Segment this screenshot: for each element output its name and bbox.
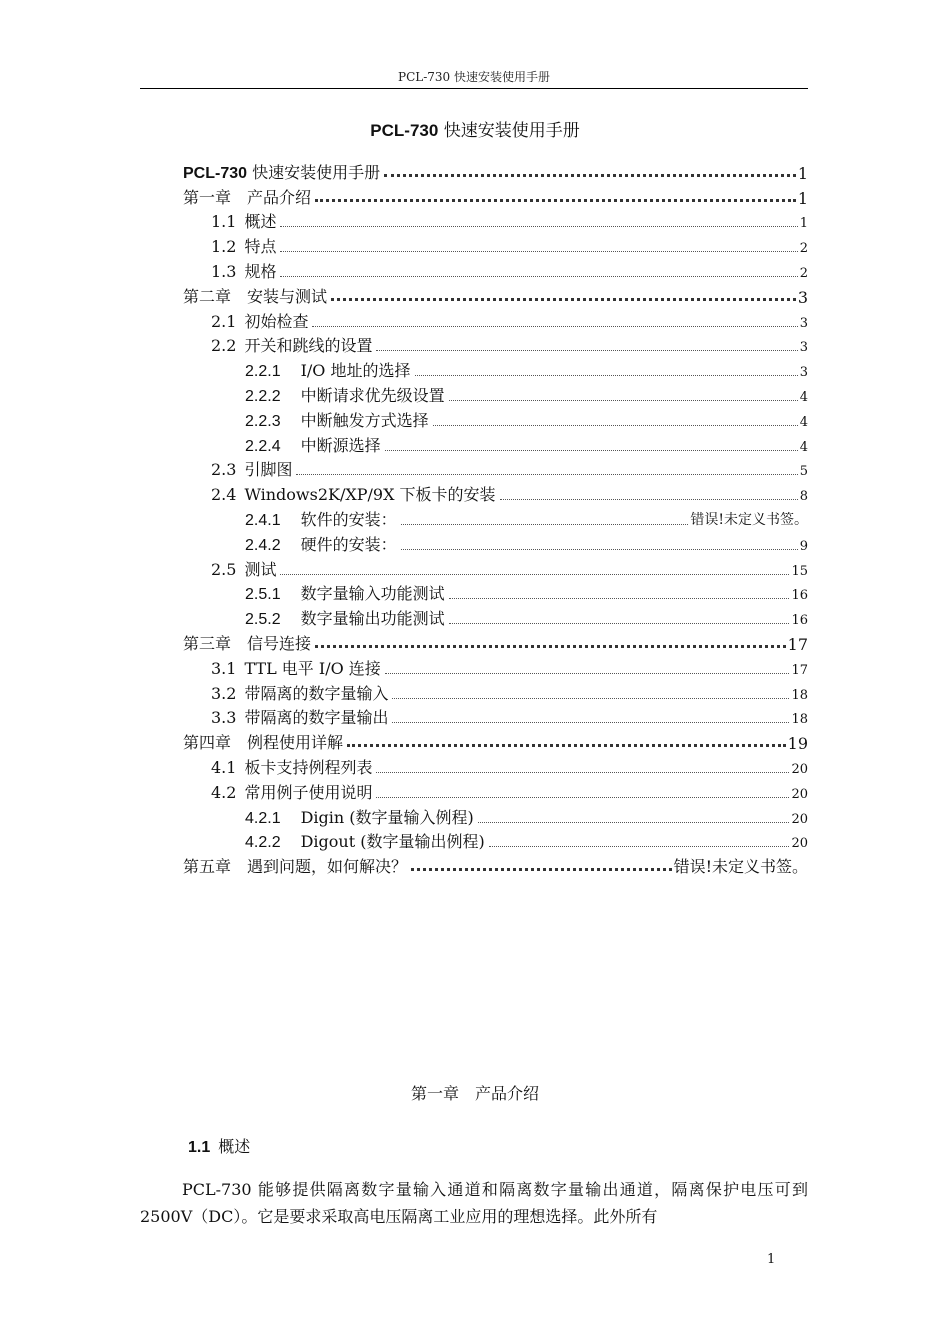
toc-entry-label <box>245 383 447 406</box>
toc-dot-leader <box>280 276 797 277</box>
toc-entry-page: 4 <box>799 439 808 455</box>
toc-dot-leader <box>433 425 798 426</box>
toc-dot-leader <box>449 623 790 624</box>
toc-dot-leader <box>392 698 789 699</box>
toc-entry-title: 数字量输出功能测试 <box>300 609 445 629</box>
toc-entry-label <box>211 780 374 803</box>
toc-entry-number: 2.5.2 <box>245 611 281 629</box>
toc-entry-number: 第五章 <box>183 857 232 877</box>
toc-entry-number: 1.3 <box>211 261 237 281</box>
toc-entry-title: TTL 电平 I/O 连接 <box>244 658 381 678</box>
toc-entry-number: 第一章 <box>183 187 232 207</box>
toc-entry-page: 3 <box>797 287 808 307</box>
toc-entry[interactable] <box>183 555 808 580</box>
toc-entry-label <box>211 705 390 728</box>
toc-entry-title: 带隔离的数字量输入 <box>244 683 389 703</box>
toc-entry-title: 中断源选择 <box>300 435 381 455</box>
toc-dot-leader <box>489 846 790 847</box>
toc-dot-leader <box>315 199 796 202</box>
toc-entry-title: Digout (数字量输出例程) <box>300 832 485 852</box>
toc-entry-page: 8 <box>799 489 808 505</box>
toc-entry-number: 2.4.1 <box>245 511 281 529</box>
toc-entry-page: 18 <box>791 712 808 728</box>
section-heading <box>188 1134 250 1157</box>
toc-entry-label <box>245 805 476 828</box>
toc-entry[interactable] <box>183 406 808 431</box>
toc-entry-label <box>211 482 498 505</box>
toc-entry-title: 初始检查 <box>244 311 309 331</box>
toc-entry-title: 安装与测试 <box>247 286 328 306</box>
toc-entry-title: 概述 <box>244 212 277 232</box>
toc-entry-page: 4 <box>799 389 808 405</box>
toc-entry-title: 产品介绍 <box>247 187 312 207</box>
toc-entry[interactable] <box>183 183 808 208</box>
toc-dot-leader <box>401 549 798 550</box>
toc-entry-number: 2.2.1 <box>245 363 281 381</box>
toc-entry-number: 2.5.1 <box>245 586 281 604</box>
toc-entry-number: 2.5 <box>211 559 237 579</box>
toc-entry-number: 3.2 <box>211 683 237 703</box>
toc-dot-leader <box>401 524 689 525</box>
toc-entry-label <box>183 160 382 183</box>
toc-dot-leader <box>449 400 798 401</box>
toc-dot-leader <box>500 499 798 500</box>
toc-entry-label <box>183 631 313 654</box>
toc-entry-page: 3 <box>799 365 808 381</box>
toc-entry[interactable] <box>183 232 808 257</box>
toc-entry-number: 2.3 <box>211 460 237 480</box>
toc-entry-page: 1 <box>799 216 808 232</box>
toc-entry-title: 遇到问题，如何解决？ <box>247 857 408 877</box>
toc-entry-label <box>183 854 409 877</box>
toc-entry[interactable] <box>183 158 808 183</box>
toc-entry-page: 错误!未定义书签。 <box>673 857 808 877</box>
toc-entry-page: 9 <box>799 538 808 554</box>
toc-entry-page: 2 <box>799 265 808 281</box>
toc-dot-leader <box>384 174 796 177</box>
toc-entry-title: 规格 <box>244 261 277 281</box>
toc-dot-leader <box>478 822 790 823</box>
toc-entry[interactable] <box>183 604 808 629</box>
toc-entry-page: 20 <box>791 836 808 852</box>
toc-entry-label <box>245 829 487 852</box>
toc-entry[interactable] <box>183 679 808 704</box>
toc-entry-title: 快速安装使用手册 <box>247 162 381 182</box>
toc-entry-label <box>211 681 390 704</box>
toc-entry-label <box>211 259 278 282</box>
toc-entry-label <box>211 209 278 232</box>
toc-entry[interactable] <box>183 307 808 332</box>
toc-entry[interactable] <box>183 629 808 654</box>
toc-entry-title: 引脚图 <box>244 460 293 480</box>
table-of-contents <box>183 158 808 877</box>
toc-entry-number: 第二章 <box>183 286 232 306</box>
toc-entry-page: 17 <box>787 634 808 654</box>
toc-dot-leader <box>385 450 798 451</box>
document-title-text: 快速安装使用手册 <box>438 121 580 141</box>
toc-entry[interactable] <box>183 356 808 381</box>
toc-entry-page: 16 <box>791 613 808 629</box>
toc-entry-title: 例程使用详解 <box>247 733 344 753</box>
toc-entry[interactable] <box>183 381 808 406</box>
toc-entry-number: 2.1 <box>211 311 237 331</box>
toc-entry-number: 3.1 <box>211 658 237 678</box>
toc-entry-title: 板卡支持例程列表 <box>244 757 373 777</box>
header-rule <box>140 88 808 89</box>
toc-entry-number: PCL-730 <box>183 164 248 182</box>
toc-entry[interactable] <box>183 431 808 456</box>
toc-entry-title: 中断触发方式选择 <box>300 410 429 430</box>
toc-entry-label <box>211 557 278 580</box>
toc-entry[interactable] <box>183 257 808 282</box>
toc-entry-label <box>183 730 345 753</box>
toc-entry-page: 17 <box>791 662 808 678</box>
toc-entry[interactable] <box>183 530 808 555</box>
toc-entry[interactable] <box>183 332 808 357</box>
toc-entry-page: 20 <box>791 761 808 777</box>
toc-entry-number: 2.2.4 <box>245 437 281 455</box>
toc-entry-number: 2.2 <box>211 336 237 356</box>
toc-entry-number: 4.2.1 <box>245 809 281 827</box>
toc-dot-leader <box>347 744 786 747</box>
toc-entry-page: 5 <box>799 464 808 480</box>
section-number: 1.1 <box>188 1139 211 1156</box>
toc-entry-number: 4.2.2 <box>245 834 281 852</box>
toc-dot-leader <box>376 350 797 351</box>
toc-entry[interactable] <box>183 480 808 505</box>
toc-entry-page: 1 <box>797 163 808 183</box>
toc-dot-leader <box>280 574 789 575</box>
toc-dot-leader <box>411 868 672 871</box>
toc-entry-label <box>211 234 278 257</box>
toc-entry-page: 3 <box>799 340 808 356</box>
toc-entry-page: 1 <box>797 188 808 208</box>
toc-entry-title: 信号连接 <box>247 633 312 653</box>
toc-entry-title: Digin (数字量输入例程) <box>300 807 474 827</box>
toc-entry-title: 开关和跳线的设置 <box>244 336 373 356</box>
toc-entry-page: 18 <box>791 687 808 703</box>
toc-entry[interactable] <box>183 728 808 753</box>
toc-entry-page: 3 <box>799 315 808 331</box>
toc-entry-title: 常用例子使用说明 <box>244 782 373 802</box>
toc-entry-label <box>245 581 447 604</box>
toc-entry-page: 19 <box>787 734 808 754</box>
toc-dot-leader <box>296 474 797 475</box>
toc-entry[interactable] <box>183 580 808 605</box>
toc-entry[interactable] <box>183 852 808 877</box>
toc-entry-title: 中断请求优先级设置 <box>300 385 445 405</box>
toc-entry-label <box>211 457 294 480</box>
toc-entry-number: 1.2 <box>211 237 237 257</box>
toc-entry-label <box>211 656 383 679</box>
toc-entry-title: I/O 地址的选择 <box>300 361 411 381</box>
toc-entry-label <box>245 358 413 381</box>
toc-entry-title: 数字量输入功能测试 <box>300 584 445 604</box>
toc-dot-leader <box>280 251 797 252</box>
toc-dot-leader <box>376 772 789 773</box>
toc-entry[interactable] <box>183 828 808 853</box>
toc-entry-title: 测试 <box>244 559 277 579</box>
chapter-heading: 第一章 产品介绍 <box>410 1084 539 1103</box>
toc-dot-leader <box>415 375 798 376</box>
toc-entry-page: 4 <box>799 414 808 430</box>
toc-entry-title: 特点 <box>244 237 277 257</box>
toc-entry-number: 第四章 <box>183 733 232 753</box>
toc-entry-page: 16 <box>791 588 808 604</box>
toc-dot-leader <box>331 298 796 301</box>
toc-entry-label <box>245 433 383 456</box>
toc-entry-label <box>211 309 310 332</box>
toc-entry-page: 错误!未定义书签。 <box>690 511 808 528</box>
toc-entry-label <box>245 532 399 555</box>
toc-entry-label <box>245 606 447 629</box>
toc-entry-label <box>211 333 374 356</box>
running-header: PCL-730 快速安装使用手册 <box>398 70 550 84</box>
toc-entry-page: 20 <box>791 811 808 827</box>
toc-entry[interactable] <box>183 208 808 233</box>
toc-entry-number: 2.4 <box>211 485 237 505</box>
toc-entry-label <box>245 507 399 530</box>
toc-entry-label <box>183 185 313 208</box>
toc-entry[interactable] <box>183 654 808 679</box>
document-title-model: PCL-730 <box>370 121 439 140</box>
toc-entry-number: 4.1 <box>211 757 237 777</box>
toc-entry-label <box>245 408 431 431</box>
toc-entry[interactable] <box>183 282 808 307</box>
toc-dot-leader <box>312 326 797 327</box>
toc-entry[interactable] <box>183 704 808 729</box>
toc-entry-label <box>183 284 329 307</box>
toc-entry-title: 带隔离的数字量输出 <box>244 708 389 728</box>
toc-entry-number: 2.2.3 <box>245 412 281 430</box>
toc-entry-title: 软件的安装： <box>300 509 397 529</box>
toc-dot-leader <box>376 797 789 798</box>
toc-entry[interactable] <box>183 803 808 828</box>
toc-entry-page: 2 <box>799 241 808 257</box>
toc-entry[interactable] <box>183 778 808 803</box>
toc-dot-leader <box>385 673 790 674</box>
toc-entry-page: 15 <box>791 563 808 579</box>
toc-entry-title: 硬件的安装： <box>300 534 397 554</box>
section-title: 概述 <box>218 1137 251 1156</box>
toc-dot-leader <box>392 722 789 723</box>
toc-dot-leader <box>280 226 797 227</box>
toc-entry-number: 2.4.2 <box>245 536 281 554</box>
toc-entry-number: 3.3 <box>211 708 237 728</box>
toc-dot-leader <box>315 645 786 648</box>
toc-entry-number: 2.2.2 <box>245 387 281 405</box>
toc-dot-leader <box>449 598 790 599</box>
toc-entry[interactable] <box>183 505 808 530</box>
toc-entry[interactable] <box>183 456 808 481</box>
toc-entry-title: Windows2K/XP/9X 下板卡的安装 <box>244 485 496 505</box>
toc-entry[interactable] <box>183 753 808 778</box>
document-title <box>0 116 950 141</box>
page-number: 1 <box>767 1252 776 1267</box>
toc-entry-page: 20 <box>791 786 808 802</box>
body-paragraph: PCL-730 能够提供隔离数字量输入通道和隔离数字量输出通道，隔离保护电压可到 2500V（DC）。它是要求采取高电压隔离工业应用的理想选择。此外所有 <box>140 1180 808 1226</box>
toc-entry-label <box>211 755 374 778</box>
toc-entry-number: 1.1 <box>211 212 237 232</box>
toc-entry-number: 4.2 <box>211 782 237 802</box>
toc-entry-number: 第三章 <box>183 633 232 653</box>
